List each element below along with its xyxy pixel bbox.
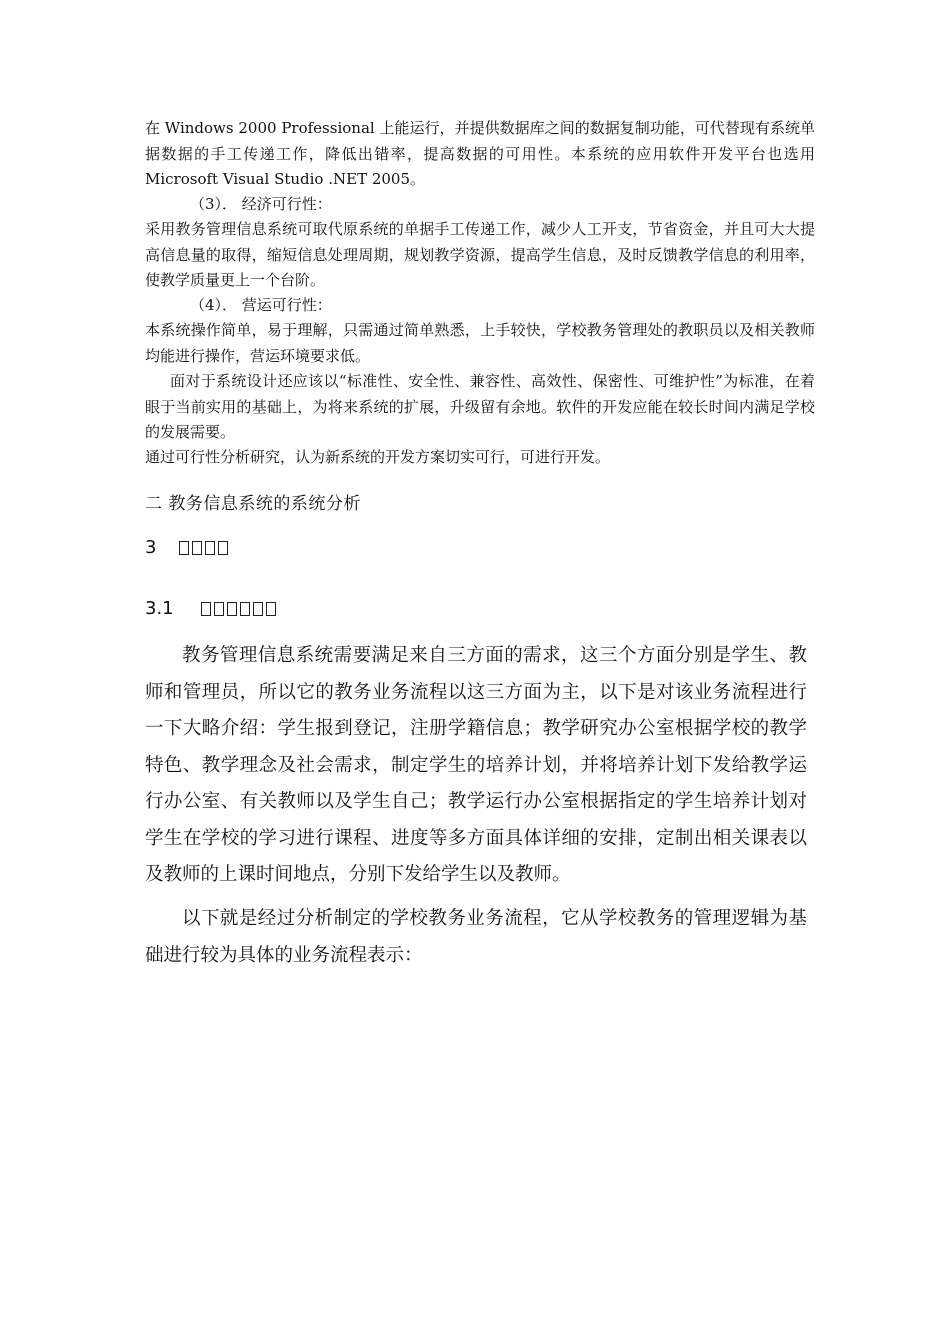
economic-feasibility-heading: （3）． 经济可行性： (190, 195, 332, 213)
missing-glyph-box (253, 602, 263, 616)
missing-glyph-box (205, 541, 215, 555)
section-three-one-heading (145, 598, 276, 619)
section-three-one-number: 3.1 (145, 598, 174, 619)
economic-feasibility-paragraph: 采用教务管理信息系统可取代原系统的单据手工传递工作，减少人工开支，节省资金，并且可大大提高信息量的取得，缩短信息处理周期，规划教学资源，提高学生信息，及时反馈教学信息的利用率，使教学质量更上一个台阶。 (145, 220, 815, 289)
section-three-title-missing-glyphs (179, 541, 228, 555)
process-representation-paragraph: 以下就是经过分析制定的学校教务业务流程，它从学校教务的管理逻辑为基础进行较为具体的业务流程表示： (145, 908, 807, 966)
section-three-number: 3 (145, 537, 157, 558)
feasibility-conclusion-paragraph: 通过可行性分析研究，认为新系统的开发方案切实可行，可进行开发。 (145, 448, 611, 466)
missing-glyph-box (266, 602, 276, 616)
section-three-heading (145, 537, 228, 558)
missing-glyph-box (192, 541, 202, 555)
operational-feasibility-paragraph: 本系统操作简单，易于理解，只需通过简单熟悉，上手较快，学校教务管理处的教职员以及相关教师均能进行操作，营运环境要求低。 (145, 321, 815, 365)
platform-paragraph: 在 Windows 2000 Professional 上能运行，并提供数据库之间的数据复制功能，可代替现有系统单据数据的手工传递工作，降低出错率，提高数据的可用性。本系统的应用软件开发平台也选用 Microsoft Visual Studio .NET 2005。 (145, 119, 815, 188)
missing-glyph-box (179, 541, 189, 555)
missing-glyph-box (227, 602, 237, 616)
operational-feasibility-heading: （4）． 营运可行性： (190, 296, 332, 314)
missing-glyph-box (240, 602, 250, 616)
missing-glyph-box (218, 541, 228, 555)
section-three-one-title-missing-glyphs (201, 602, 276, 616)
section-two-heading: 二 教务信息系统的系统分析 (145, 494, 361, 514)
business-process-paragraph: 教务管理信息系统需要满足来自三方面的需求，这三个方面分别是学生、教师和管理员，所以它的教务业务流程以这三方面为主，以下是对该业务流程进行一下大略介绍：学生报到登记，注册学籍信息；教学研究办公室根据学校的教学特色、教学理念及社会需求，制定学生的培养计划，并将培养计划下发给教学运行办公室、有关教师以及学生自己；教学运行办公室根据指定的学生培养计划对学生在学校的学习进行课程、进度等多方面具体详细的安排，定制出相关课表以及教师的上课时间地点，分别下发给学生以及教师。 (145, 645, 807, 885)
design-standard-paragraph: 面对于系统设计还应该以“标准性、安全性、兼容性、高效性、保密性、可维护性”为标准，在着眼于当前实用的基础上，为将来系统的扩展，升级留有余地。软件的开发应能在较长时间内满足学校的发展需要。 (145, 372, 815, 441)
missing-glyph-box (214, 602, 224, 616)
missing-glyph-box (201, 602, 211, 616)
